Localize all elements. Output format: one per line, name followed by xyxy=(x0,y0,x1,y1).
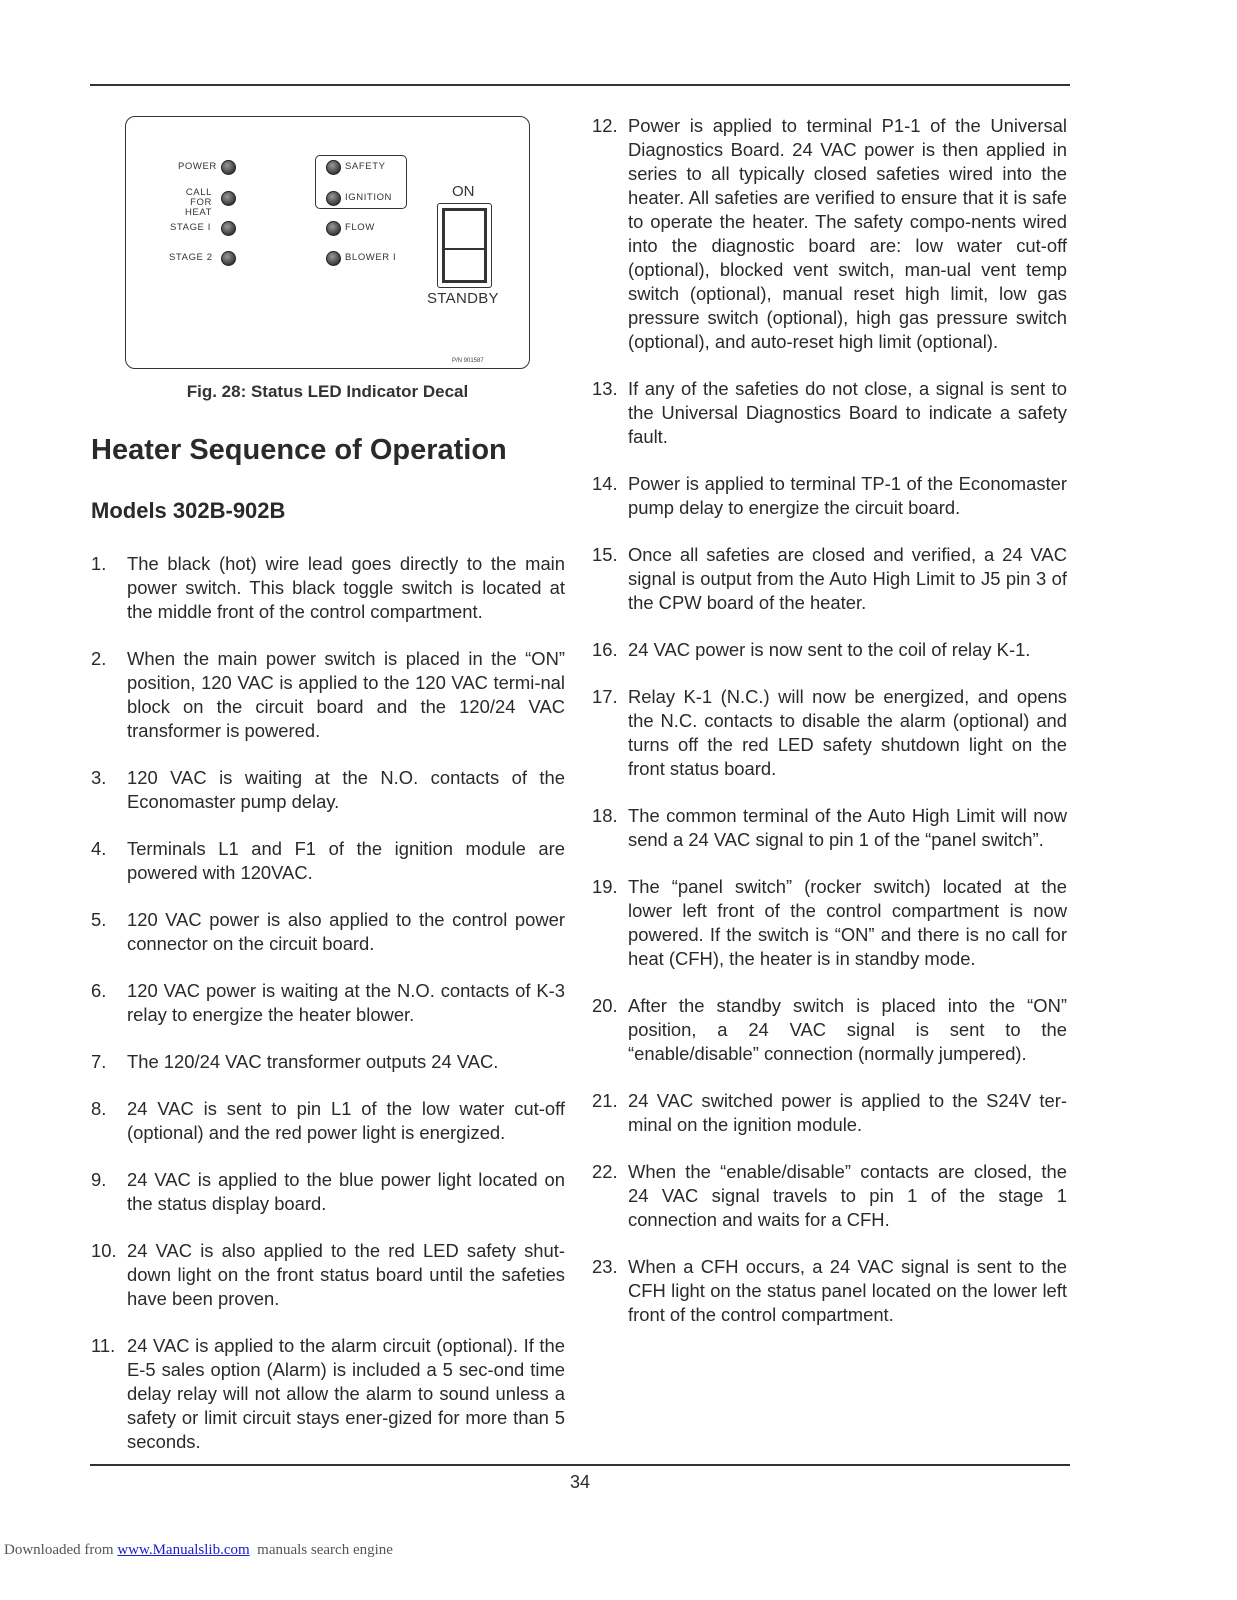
step-number: 4. xyxy=(91,838,107,859)
section-heading: Heater Sequence of Operation xyxy=(91,434,507,466)
list-item xyxy=(91,1097,565,1145)
step-number: 11. xyxy=(91,1335,116,1356)
step-number: 10. xyxy=(91,1240,117,1261)
step-text: When a CFH occurs, a 24 VAC signal is sent to the CFH light on the status panel located on the lower left front of the control compartment. xyxy=(628,1256,1067,1325)
step-number: 19. xyxy=(592,876,618,897)
footer-suffix: manuals search engine xyxy=(249,1542,393,1558)
step-text: After the standby switch is placed into the “ON” position, a 24 VAC signal is sent to the “enable/disable” connection (normally jumpered). xyxy=(628,995,1067,1064)
step-text: When the main power switch is placed in the “ON” position, 120 VAC is applied to the 120 VAC termi-nal block on the circuit board and the 120/24 VAC transformer is powered. xyxy=(127,648,565,741)
step-number: 2. xyxy=(91,648,107,669)
step-text: 24 VAC is applied to the alarm circuit (optional). If the E-5 sales option (Alarm) is included a 5 sec-ond time delay relay will not allow the alarm to sound unless a safety or limit circuit stays ener-gized for more than 5 seconds. xyxy=(127,1335,565,1452)
figure-caption: Fig. 28: Status LED Indicator Decal xyxy=(186,382,469,401)
list-item xyxy=(592,1089,1067,1137)
list-item xyxy=(91,1050,565,1074)
step-text: 24 VAC is sent to pin L1 of the low water cut-off (optional) and the red power light is energized. xyxy=(127,1098,565,1143)
step-number: 12. xyxy=(592,115,618,136)
list-item xyxy=(592,638,1067,662)
led-label-call-for-heat-line2: HEAT xyxy=(184,207,212,218)
step-number: 21. xyxy=(592,1090,618,1111)
switch-standby-label: STANDBY xyxy=(427,290,499,307)
step-number: 6. xyxy=(91,980,107,1001)
step-text: When the “enable/disable” contacts are closed, the 24 VAC signal travels to pin 1 of the stage 1 connection and waits for a CFH. xyxy=(628,1161,1067,1230)
list-item xyxy=(91,979,565,1027)
list-item xyxy=(592,114,1067,354)
ignition-led-icon xyxy=(326,191,341,206)
list-item xyxy=(91,647,565,743)
list-item xyxy=(592,377,1067,449)
step-number: 15. xyxy=(592,544,618,565)
step-number: 17. xyxy=(592,686,618,707)
led-label-stage-2: STAGE 2 xyxy=(169,252,213,263)
step-number: 18. xyxy=(592,805,618,826)
list-item xyxy=(592,994,1067,1066)
step-text: If any of the safeties do not close, a signal is sent to the Universal Diagnostics Board to indicate a safety fault. xyxy=(628,378,1067,447)
list-item xyxy=(91,1239,565,1311)
list-item xyxy=(91,1168,565,1216)
list-item xyxy=(91,766,565,814)
led-label-power: POWER xyxy=(178,161,217,172)
step-text: The “panel switch” (rocker switch) located at the lower left front of the control compartment is now powered. If the switch is “ON” and there is no call for heat (CFH), the heater is in standby mode. xyxy=(628,876,1067,969)
led-label-stage-1: STAGE I xyxy=(170,222,211,233)
safety-led-icon xyxy=(326,160,341,175)
led-label-blower-1: BLOWER I xyxy=(345,252,397,263)
led-label-call-for-heat xyxy=(164,188,212,218)
list-item xyxy=(592,472,1067,520)
list-item xyxy=(592,875,1067,971)
models-subheading: Models 302B-902B xyxy=(91,498,286,523)
step-text: 24 VAC is applied to the blue power light located on the status display board. xyxy=(127,1169,565,1214)
step-number: 9. xyxy=(91,1169,107,1190)
step-text: The 120/24 VAC transformer outputs 24 VAC. xyxy=(127,1051,499,1072)
list-item xyxy=(592,1255,1067,1327)
step-text: 24 VAC switched power is applied to the S24V ter-minal on the ignition module. xyxy=(628,1090,1067,1135)
led-label-flow: FLOW xyxy=(345,222,375,233)
left-steps xyxy=(91,552,565,1454)
step-number: 3. xyxy=(91,767,107,788)
step-text: 120 VAC power is also applied to the control power connector on the circuit board. xyxy=(127,909,565,954)
flow-led-icon xyxy=(326,221,341,236)
step-text: The black (hot) wire lead goes directly to the main power switch. This black toggle switch is located at the middle front of the control compartment. xyxy=(127,553,565,622)
step-text: 24 VAC power is now sent to the coil of relay K-1. xyxy=(628,639,1031,660)
bottom-rule xyxy=(90,1464,1070,1466)
step-number: 1. xyxy=(91,553,107,574)
step-number: 23. xyxy=(592,1256,618,1277)
step-number: 16. xyxy=(592,639,618,660)
stage-1-led-icon xyxy=(221,221,236,236)
list-item xyxy=(592,1160,1067,1232)
blower-1-led-icon xyxy=(326,251,341,266)
list-item xyxy=(91,552,565,624)
step-text: Relay K-1 (N.C.) will now be energized, and opens the N.C. contacts to disable the alarm (optional) and turns off the red LED safety shutdown light on the front status board. xyxy=(628,686,1067,779)
stage-2-led-icon xyxy=(221,251,236,266)
part-number: P/N 901587 xyxy=(452,358,484,364)
footer-prefix: Downloaded from xyxy=(4,1542,118,1558)
step-number: 8. xyxy=(91,1098,107,1119)
right-steps xyxy=(592,114,1067,1327)
switch-on-label: ON xyxy=(452,183,475,200)
step-number: 13. xyxy=(592,378,618,399)
rocker-switch-icon xyxy=(437,203,492,288)
top-rule xyxy=(90,84,1070,86)
step-number: 5. xyxy=(91,909,107,930)
step-number: 14. xyxy=(592,473,618,494)
power-led-icon xyxy=(221,160,236,175)
step-number: 7. xyxy=(91,1051,107,1072)
step-text: 120 VAC is waiting at the N.O. contacts of the Economaster pump delay. xyxy=(127,767,565,812)
step-text: Once all safeties are closed and verified, a 24 VAC signal is output from the Auto High Limit to J5 pin 3 of the CPW board of the heater. xyxy=(628,544,1067,613)
list-item xyxy=(592,685,1067,781)
status-led-decal xyxy=(125,116,530,369)
step-text: Terminals L1 and F1 of the ignition module are powered with 120VAC. xyxy=(127,838,565,883)
led-label-ignition: IGNITION xyxy=(345,192,393,203)
step-text: 120 VAC power is waiting at the N.O. contacts of K-3 relay to energize the heater blower. xyxy=(127,980,565,1025)
page-number: 34 xyxy=(569,1472,591,1492)
list-item xyxy=(91,908,565,956)
led-label-call-for-heat-line1: CALL FOR xyxy=(185,187,212,208)
list-item xyxy=(592,543,1067,615)
download-footer xyxy=(4,1542,393,1559)
step-number: 22. xyxy=(592,1161,618,1182)
step-text: Power is applied to terminal TP-1 of the Economaster pump delay to energize the circuit board. xyxy=(628,473,1067,518)
manualslib-link[interactable]: www.Manualslib.com xyxy=(117,1542,250,1558)
step-text: 24 VAC is also applied to the red LED safety shut-down light on the front status board until the safeties have been proven. xyxy=(127,1240,565,1309)
list-item xyxy=(91,837,565,885)
call-for-heat-led-icon xyxy=(221,191,236,206)
list-item xyxy=(91,1334,565,1454)
step-text: The common terminal of the Auto High Limit will now send a 24 VAC signal to pin 1 of the “panel switch”. xyxy=(628,805,1067,850)
led-label-safety: SAFETY xyxy=(345,161,386,172)
step-number: 20. xyxy=(592,995,618,1016)
list-item xyxy=(592,804,1067,852)
step-text: Power is applied to terminal P1-1 of the Universal Diagnostics Board. 24 VAC power is then applied in series to all typically closed safeties wired into the heater. All safeties are verified to ensure that it is safe to operate the heater. The safety compo-nents wired into the diagnostic board are: low water cut-off (optional), blocked vent switch, man-ual vent temp switch (optional), manual reset high limit, low gas pressure switch (optional), high gas pressure switch (optional), and auto-reset high limit (optional). xyxy=(628,115,1067,352)
